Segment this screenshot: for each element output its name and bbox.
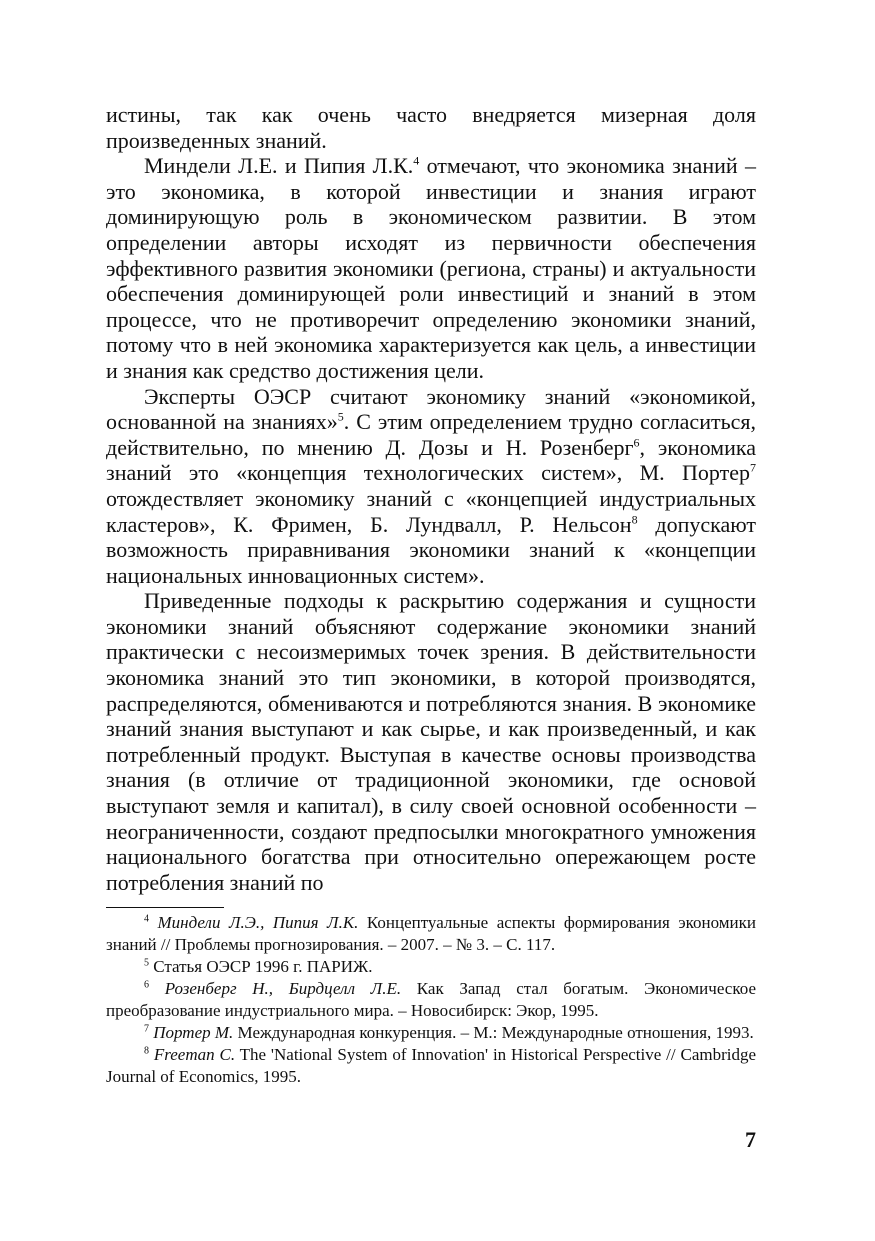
footnote-author: Розенберг Н., Бирдцелл Л.Е.	[164, 979, 402, 998]
page-number: 7	[745, 1127, 756, 1152]
footnote-text: Концептуальные аспекты формирования экономики знаний // Проблемы прогнозирования. – 2007. – № 3. – С. 117.	[106, 913, 757, 954]
footnote	[106, 1022, 756, 1044]
paragraph-text: отмечают, что экономика знаний – это экономика, в которой инвестиции и знания играют доминирующую роль в экономическом развитии. В этом определении авторы исходят из первичности обеспечения эффективного развития экономики (региона, страны) и актуальности обеспечения доминирующей роли инвестиций и знаний в этом процессе, что не противоречит определению экономики знаний, потому что в ней экономика характеризуется как цель, а инвестиции и знания как средство достижения цели.	[106, 153, 756, 383]
footnote-ref: 4	[413, 153, 420, 168]
footnote-text: Как Запад стал богатым. Экономическое преобразование индустриального мира. – Новосибирск: Экор, 1995.	[106, 979, 756, 1020]
footnote-ref: 8	[631, 512, 638, 527]
footnote-author: Миндели Л.Э., Пипия Л.К.	[157, 913, 359, 932]
footnote-ref: 7	[750, 460, 756, 475]
footnote	[106, 978, 756, 1022]
footnote	[106, 912, 756, 956]
footnote-number: 4	[144, 913, 149, 925]
footnote	[106, 956, 756, 978]
footnote-text: Статья ОЭСР 1996 г. ПАРИЖ.	[153, 957, 373, 976]
footnote-number: 5	[144, 957, 149, 969]
paragraph-text: истины, так как очень часто внедряется мизерная доля произведенных знаний.	[106, 102, 756, 153]
footnote-number: 8	[144, 1045, 149, 1057]
paragraph-text: Миндели Л.Е. и Пипия Л.К.	[144, 153, 414, 179]
footnote-text: The 'National System of Innovation' in Historical Perspective // Cambridge Journal of Economics, 1995.	[106, 1045, 757, 1086]
paragraph	[106, 102, 756, 153]
footnote-ref: 5	[337, 409, 344, 424]
footnote-number: 6	[144, 979, 149, 991]
footnote-separator	[106, 907, 224, 908]
footnote-author: Freeman C.	[153, 1045, 236, 1064]
paragraph-text: допускают возможность приравнивания экономики знаний к «концепции национальных инновационных систем».	[106, 511, 756, 588]
paragraph-text: . С этим определением трудно согласиться, действительно, по мнению Д. Дозы и Н. Розенберг	[106, 409, 757, 460]
main-text	[106, 102, 756, 895]
footnote-text: Международная конкуренция. – М.: Международные отношения, 1993.	[233, 1023, 754, 1042]
paragraph-text: , экономика знаний это «концепция технологических систем», М. Портер	[106, 434, 756, 486]
footnote-ref: 6	[633, 435, 640, 450]
paragraph	[106, 588, 756, 895]
footnote-number: 7	[144, 1023, 149, 1035]
footnote-author: Портер М.	[153, 1023, 234, 1042]
footnotes	[106, 912, 756, 1088]
footnote	[106, 1044, 756, 1088]
paragraph	[106, 384, 756, 589]
paragraph-text: Эксперты ОЭСР считают экономику знаний «экономикой, основанной на знаниях»	[106, 383, 756, 435]
paragraph-text: отождествляет экономику знаний с «концепцией индустриальных кластеров», К. Фримен, Б. Лундвалл, Р. Нельсон	[106, 485, 756, 537]
paragraph	[106, 153, 756, 383]
paragraph-text: Приведенные подходы к раскрытию содержания и сущности экономики знаний объясняют содержание экономики знаний практически с несоизмеримых точек зрения. В действительности экономика знаний это тип экономики, в которой производятся, распределяются, обмениваются и потребляются знания. В экономике знаний знания выступают и как сырье, и как произведенный, и как потребленный продукт. Выступая в качестве основы производства знания (в отличие от традиционной экономики, где основой выступают земля и капитал), в силу своей основной особенности – неограниченности, создают предпосылки многократного умножения национального богатства при относительно опережающем росте потребления знаний по	[106, 588, 756, 895]
